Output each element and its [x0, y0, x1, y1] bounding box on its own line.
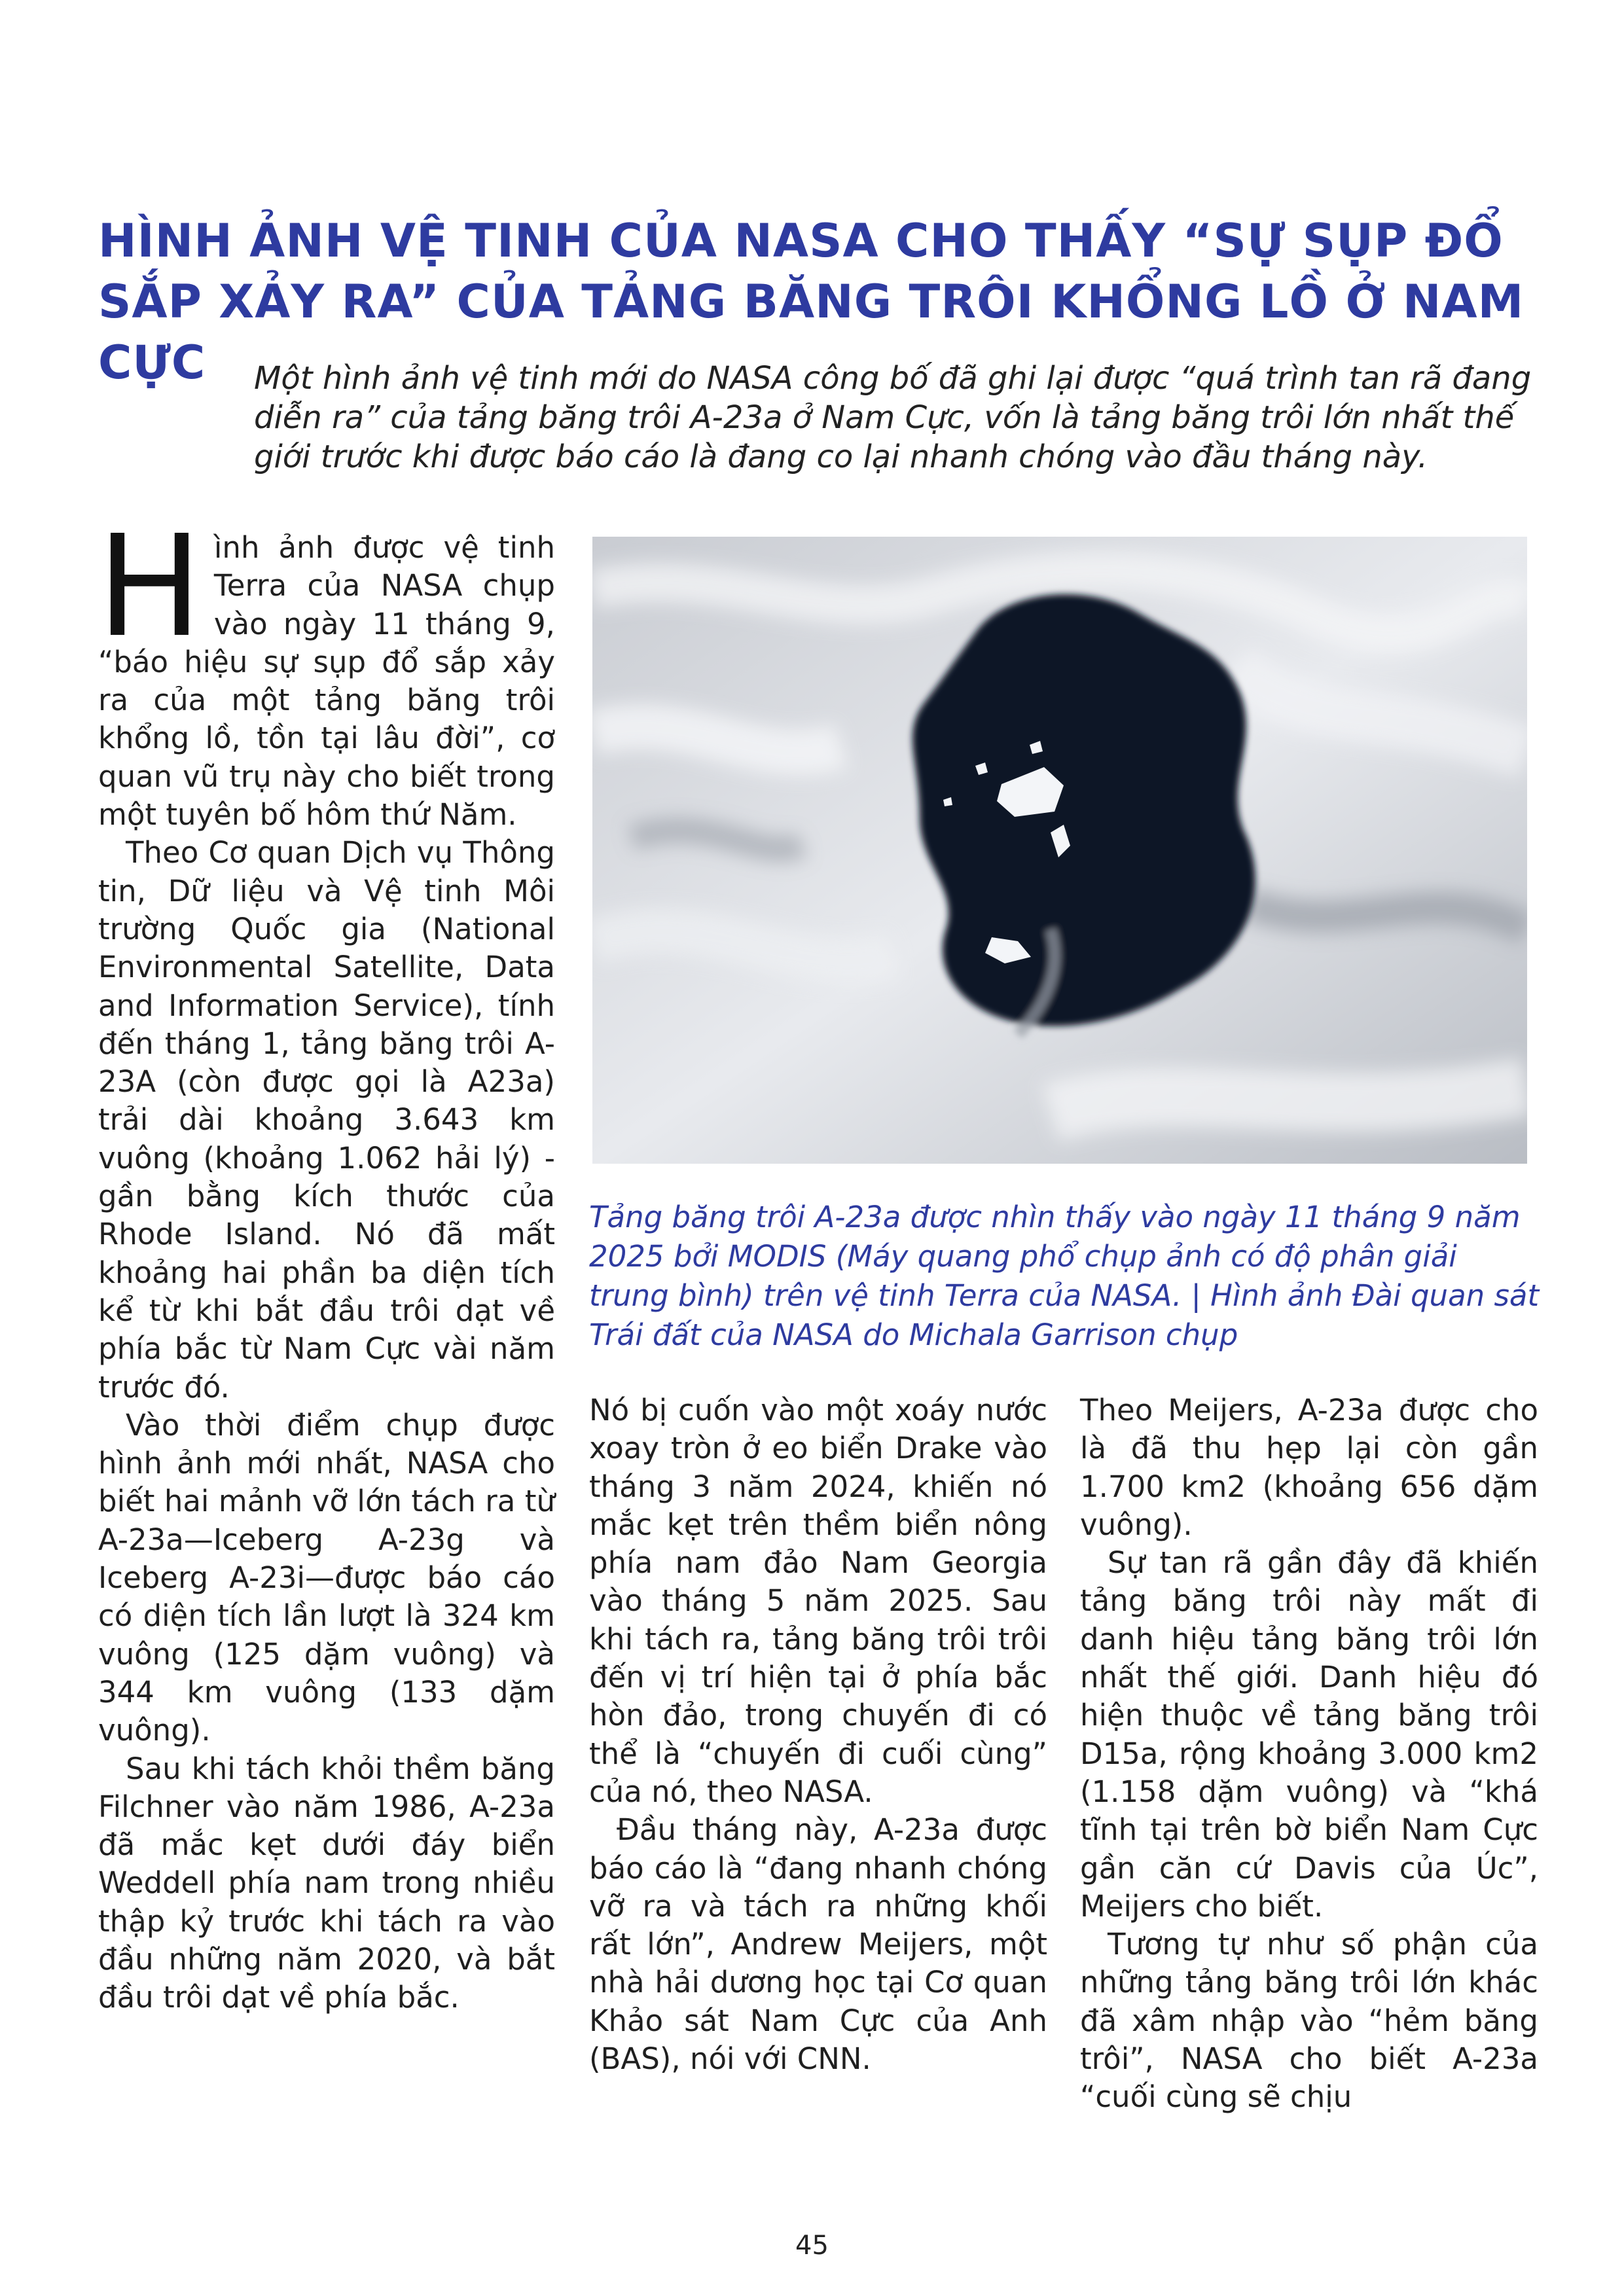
satellite-image — [592, 537, 1527, 1164]
paragraph-7: Theo Meijers, A-23a được cho là đã thu hẹp lại còn gần 1.700 km2 (khoảng 656 dặm vuông). — [1080, 1393, 1538, 1542]
paragraph-1 — [97, 505, 555, 834]
paragraph-4: Sau khi tách khỏi thềm băng Filchner vào năm 1986, A-23a đã mắc kẹt dưới đáy biển Weddell phía nam trong nhiều thập kỷ trước khi tách ra vào đầu những năm 2020, và bắt đầu trôi dạt về phía bắc. — [98, 1751, 555, 2015]
page-number: 45 — [795, 2231, 829, 2261]
photo-caption: Tảng băng trôi A-23a được nhìn thấy vào ngày 11 tháng 9 năm 2025 bởi MODIS (Máy quang phổ chụp ảnh có độ phân giải trung bình) trên vệ tinh Terra của NASA. | Hình ảnh Đài quan sát Trái đất của NASA do Michala Garrison chụp — [589, 1200, 1540, 1352]
article-headline: HÌNH ẢNH VỆ TINH CỦA NASA CHO THẤY “SỰ SỤP ĐỔ SẮP XẢY RA” CỦA TẢNG BĂNG TRÔI KHỔNG LỒ Ở NAM CỰC — [98, 214, 1525, 389]
paragraph-9: Tương tự như số phận của những tảng băng trôi lớn khác đã xâm nhập vào “hẻm băng trôi”, NASA cho biết A-23a “cuối cùng sẽ chịu — [1080, 1927, 1538, 2115]
satellite-image-illustration — [592, 537, 1527, 1164]
paragraph-3: Vào thời điểm chụp được hình ảnh mới nhất, NASA cho biết hai mảnh vỡ lớn tách ra từ A-23a—Iceberg A-23g và Iceberg A-23i—được báo cáo có diện tích lần lượt là 324 km vuông (125 dặm vuông) và 344 km vuông (133 dặm vuông). — [98, 1407, 555, 1748]
paragraph-6: Đầu tháng này, A-23a được báo cáo là “đang nhanh chóng vỡ ra và tách ra những khối rất lớn”, Andrew Meijers, một nhà hải dương học tại Cơ quan Khảo sát Nam Cực của Anh (BAS), nói với CNN. — [589, 1812, 1047, 2077]
column-left — [97, 505, 555, 2017]
paragraph-5: Nó bị cuốn vào một xoáy nước xoay tròn ở eo biển Drake vào tháng 3 năm 2024, khiến nó mắc kẹt trên thềm biển nông phía nam đảo Nam Georgia vào tháng 5 năm 2025. Sau khi tách ra, tảng băng trôi trôi đến vị trí hiện tại ở phía bắc hòn đảo, trong chuyến đi có thể là “chuyến đi cuối cùng” của nó, theo NASA. — [589, 1393, 1047, 1809]
drop-cap: H — [97, 505, 202, 668]
paragraph-2: Theo Cơ quan Dịch vụ Thông tin, Dữ liệu và Vệ tinh Môi trường Quốc gia (National Environmental Satellite, Data and Information Service), tính đến tháng 1, tảng băng trôi A-23A (còn được gọi là A23a) trải dài khoảng 3.643 km vuông (khoảng 1.062 hải lý) - gần bằng kích thước của Rhode Island. Nó đã mất khoảng hai phần ba diện tích kể từ khi bắt đầu trôi dạt về phía bắc từ Nam Cực vài năm trước đó. — [98, 835, 555, 1405]
paragraph-1-text: ình ảnh được vệ tinh Terra của NASA chụp vào ngày 11 tháng 9, “báo hiệu sự sụp đổ sắp xảy ra của một tảng băng trôi khổng lồ, tồn tại lâu đời”, cơ quan vũ trụ này cho biết trong một tuyên bố hôm thứ Năm. — [98, 530, 555, 833]
article-lede: Một hình ảnh vệ tinh mới do NASA công bố đã ghi lại được “quá trình tan rã đang diễn ra” của tảng băng trôi A-23a ở Nam Cực, vốn là tảng băng trôi lớn nhất thế giới trước khi được báo cáo là đang co lại nhanh chóng vào đầu tháng này. — [254, 360, 1532, 475]
column-middle — [589, 1391, 1047, 2078]
column-right — [1080, 1391, 1538, 2117]
paragraph-8: Sự tan rã gần đây đã khiến tảng băng trôi này mất đi danh hiệu tảng băng trôi lớn nhất thế giới. Danh hiệu đó hiện thuộc về tảng băng trôi D15a, rộng khoảng 3.000 km2 (1.158 dặm vuông) và “khá tĩnh tại trên bờ biển Nam Cực gần căn cứ Davis của Úc”, Meijers cho biết. — [1080, 1545, 1538, 1924]
